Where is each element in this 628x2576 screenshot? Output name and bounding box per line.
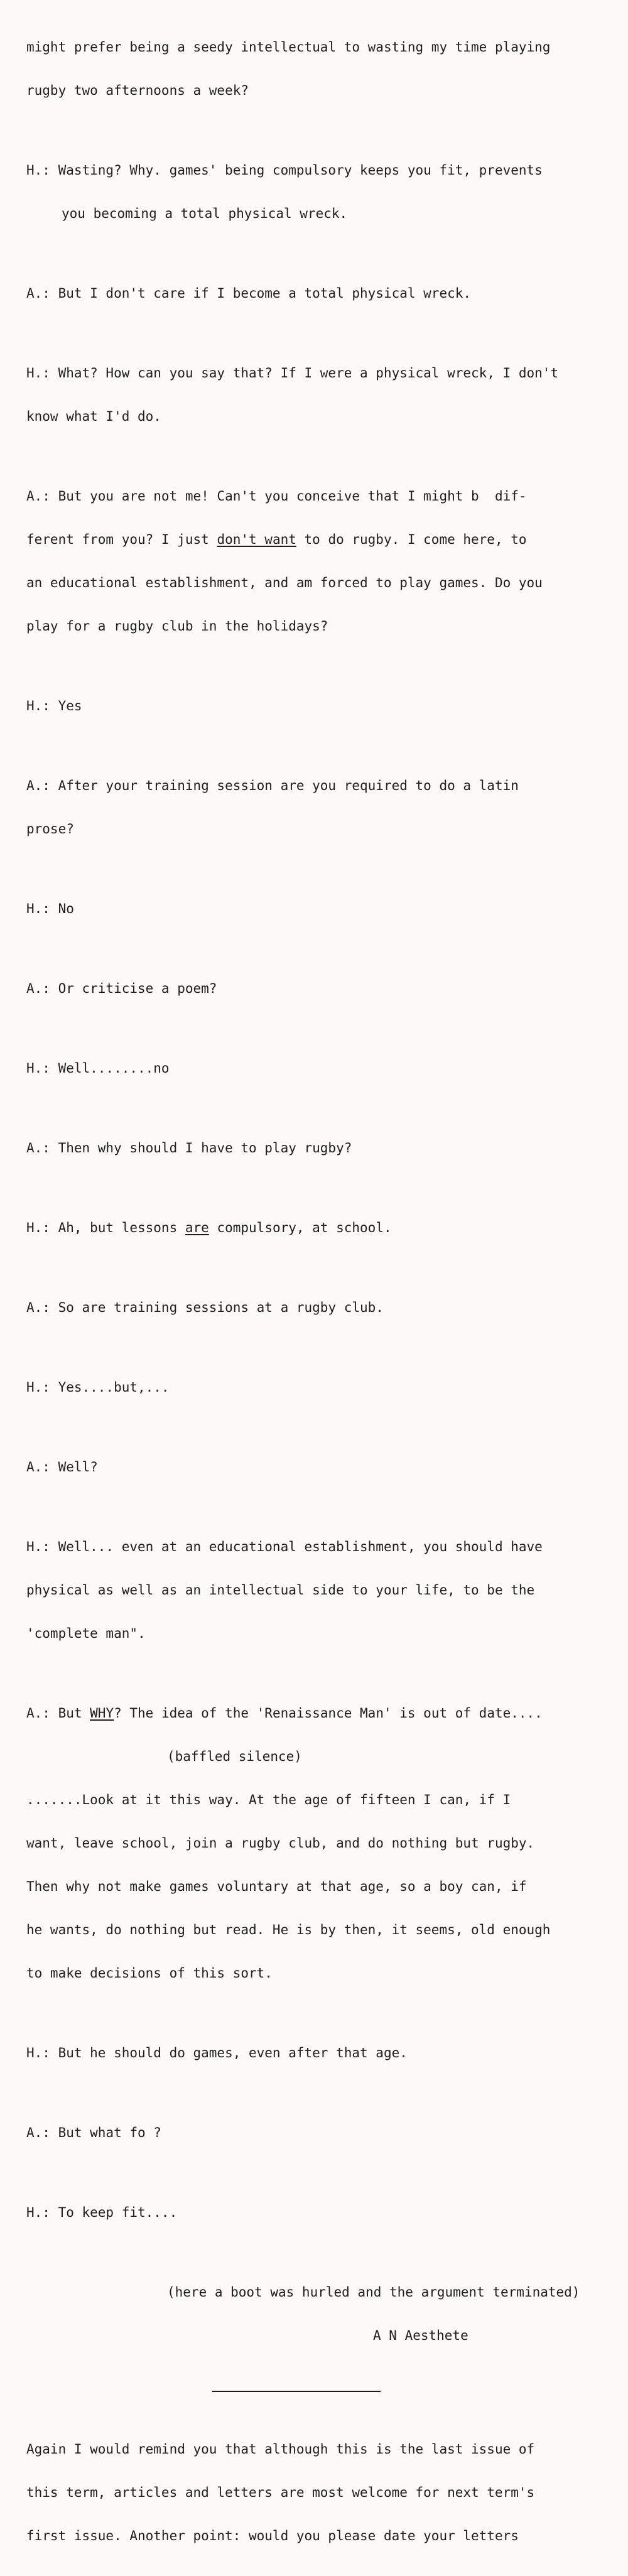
- dialogue-h-8: [26, 1511, 610, 1670]
- text-line: H.: Well........no: [26, 1061, 170, 1076]
- text-line: .......Look at it this way. At the age of fifteen I can, if I: [26, 1792, 511, 1807]
- dialogue-h-10: [26, 2177, 610, 2249]
- text-line: want, leave school, join a rugby club, and do nothing but rugby.: [26, 1836, 535, 1851]
- dialogue-h-2: [26, 337, 610, 453]
- dialogue-a-7: [26, 1431, 610, 1503]
- text-line: A.: But you are not me! Can't you conceive that I might b dif-: [26, 489, 527, 504]
- text-line: might prefer being a seedy intellectual to wasting my time playing: [26, 40, 551, 55]
- text-segment: to do rugby. I come here, to: [296, 532, 527, 547]
- text-line: [26, 1221, 610, 1235]
- closing-note: [26, 2256, 610, 2372]
- text-line: he wants, do nothing but read. He is by then, it seems, old enough: [26, 1922, 551, 1937]
- text-segment: ? The idea of the 'Renaissance Man' is out of date....: [114, 1706, 543, 1721]
- dialogue-a-1: [26, 257, 610, 330]
- dialogue-h-3: [26, 670, 610, 742]
- dialogue-h-7: [26, 1351, 610, 1424]
- text-line: H.: But he should do games, even after that age.: [26, 2045, 408, 2060]
- dialogue-a-8: [26, 1677, 610, 2010]
- text-line: this term, articles and letters are most welcome for next term's: [26, 2485, 535, 2500]
- dialogue-h-6: [26, 1192, 610, 1264]
- dialogue-h-4: [26, 873, 610, 945]
- text-line: H.: Yes: [26, 698, 82, 713]
- text-line: Again I would remind you that although this is the last issue of: [26, 2442, 535, 2457]
- text-line: rugby two afternoons a week?: [26, 83, 249, 98]
- dialogue-a-9: [26, 2097, 610, 2169]
- text-line: A.: Well?: [26, 1459, 98, 1475]
- text-line: H.: What? How can you say that? If I were a physical wreck, I don't: [26, 365, 559, 381]
- text-line: A.: After your training session are you required to do a latin: [26, 778, 519, 793]
- text-line: know what I'd do.: [26, 409, 161, 424]
- text-line: prose?: [26, 821, 74, 836]
- dialogue-h-1: [26, 134, 610, 250]
- text-line: H.: Wasting? Why. games' being compulsory keeps you fit, prevents: [26, 163, 543, 178]
- dialogue-a-4: [26, 953, 610, 1025]
- dialogue-h-9: [26, 2017, 610, 2089]
- text-line: physical as well as an intellectual side to your life, to be the: [26, 1583, 535, 1598]
- text-line: A.: But I don't care if I become a total physical wreck.: [26, 286, 472, 301]
- text-line: H.: No: [26, 901, 74, 916]
- text-line: first issue. Another point: would you please date your letters: [26, 2528, 519, 2543]
- text-segment: A.: But: [26, 1706, 90, 1721]
- text-line: play for a rugby club in the holidays?: [26, 619, 328, 634]
- underlined-text: are: [185, 1220, 209, 1235]
- text-line: you becoming a total physical wreck.: [62, 206, 348, 221]
- signature: A N Aesthete: [373, 2328, 468, 2343]
- text-line: A.: Then why should I have to play rugby?: [26, 1140, 352, 1155]
- typed-page: [26, 11, 610, 2576]
- text-segment: compulsory, at school.: [208, 1220, 392, 1235]
- underlined-text: don't want: [217, 532, 296, 547]
- text-line: [26, 1706, 610, 1721]
- text-line: Then why not make games voluntary at that age, so a boy can, if: [26, 1879, 527, 1894]
- dialogue-a-2: [26, 460, 610, 663]
- text-line: A.: But what fo ?: [26, 2125, 161, 2140]
- dialogue-h-5: [26, 1032, 610, 1105]
- text-line: A.: So are training sessions at a rugby club.: [26, 1300, 384, 1315]
- text-line: to make decisions of this sort.: [26, 1966, 273, 1981]
- section-divider: [212, 2391, 381, 2392]
- dialogue-a-6: [26, 1272, 610, 1344]
- paragraph-intro: [26, 11, 610, 127]
- text-line: an educational establishment, and am forced to play games. Do you: [26, 575, 543, 590]
- text-line: H.: Yes....but,...: [26, 1380, 170, 1395]
- stage-direction: (here a boot was hurled and the argument terminated): [167, 2285, 580, 2300]
- editor-note: [26, 2413, 610, 2572]
- stage-direction: (baffled silence): [167, 1749, 302, 1764]
- text-line: H.: To keep fit....: [26, 2205, 178, 2220]
- text-line: H.: Well... even at an educational establishment, you should have: [26, 1539, 543, 1554]
- text-line: [26, 533, 610, 547]
- text-line: 'complete man".: [26, 1626, 146, 1641]
- text-line: A.: Or criticise a poem?: [26, 981, 217, 996]
- text-segment: H.: Ah, but lessons: [26, 1220, 185, 1235]
- text-segment: ferent from you? I just: [26, 532, 217, 547]
- dialogue-a-5: [26, 1112, 610, 1184]
- dialogue-a-3: [26, 750, 610, 865]
- underlined-text: WHY: [90, 1706, 114, 1721]
